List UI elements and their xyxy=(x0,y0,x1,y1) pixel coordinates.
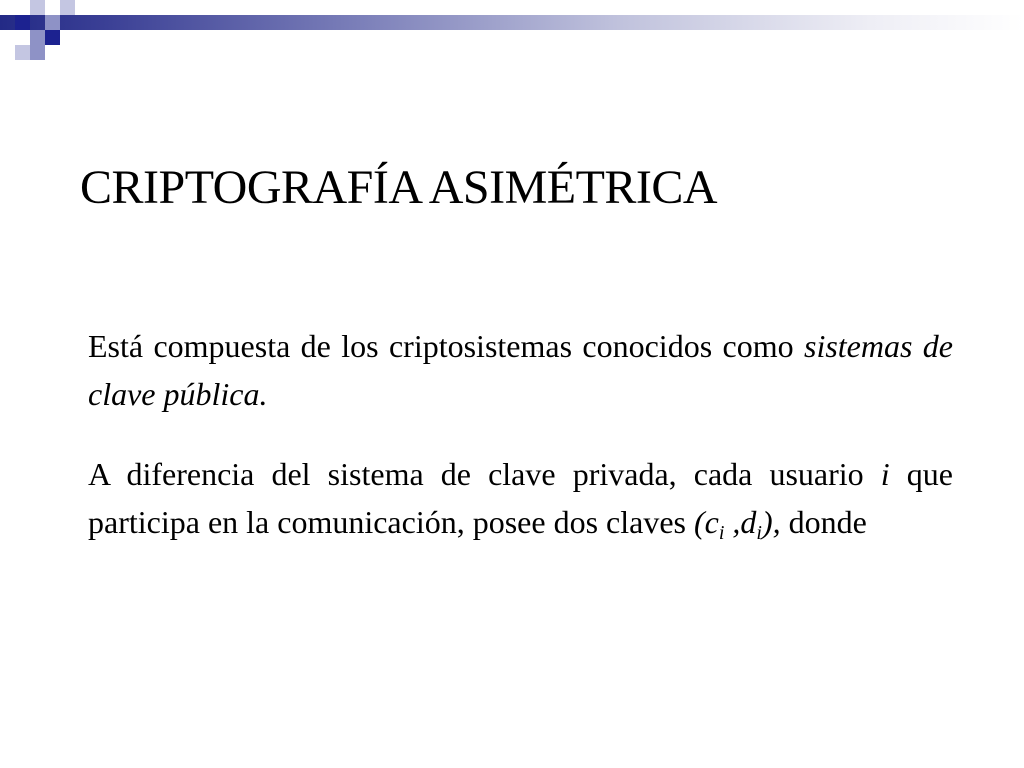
paragraph-definition-emphasis: sistemas de clave pública. xyxy=(88,328,954,412)
key-d-subscript: i xyxy=(756,522,762,544)
decor-square-dark xyxy=(15,15,30,30)
variable-i: i xyxy=(880,456,890,492)
paragraph-definition xyxy=(88,322,953,418)
decor-square-mid xyxy=(45,15,60,30)
decor-square-light xyxy=(30,0,45,15)
decor-square-mid xyxy=(30,30,45,45)
decor-square-dark xyxy=(45,30,60,45)
key-pair-open: (c xyxy=(693,504,719,540)
key-c-subscript: i xyxy=(718,522,725,544)
key-pair-notation xyxy=(693,504,781,544)
paragraph-difference-part2: que participa en la comunicación, posee dos claves xyxy=(88,456,954,540)
paragraph-difference-part1: A diferencia del sistema de clave privada, cada usuario xyxy=(88,456,881,492)
paragraph-difference xyxy=(88,450,953,546)
key-pair-close: ), xyxy=(761,504,781,540)
decor-square-light xyxy=(15,45,30,60)
key-pair-d: ,d xyxy=(724,504,757,540)
decor-square-light xyxy=(60,0,75,15)
paragraph-difference-part3: donde xyxy=(780,504,867,540)
decor-square-mid xyxy=(30,45,45,60)
slide-title: CRIPTOGRAFÍA ASIMÉTRICA xyxy=(80,161,718,214)
slide-body xyxy=(88,322,953,546)
paragraph-definition-text: Está compuesta de los criptosistemas conocidos como xyxy=(88,328,804,364)
header-gradient-bar xyxy=(0,15,1024,30)
